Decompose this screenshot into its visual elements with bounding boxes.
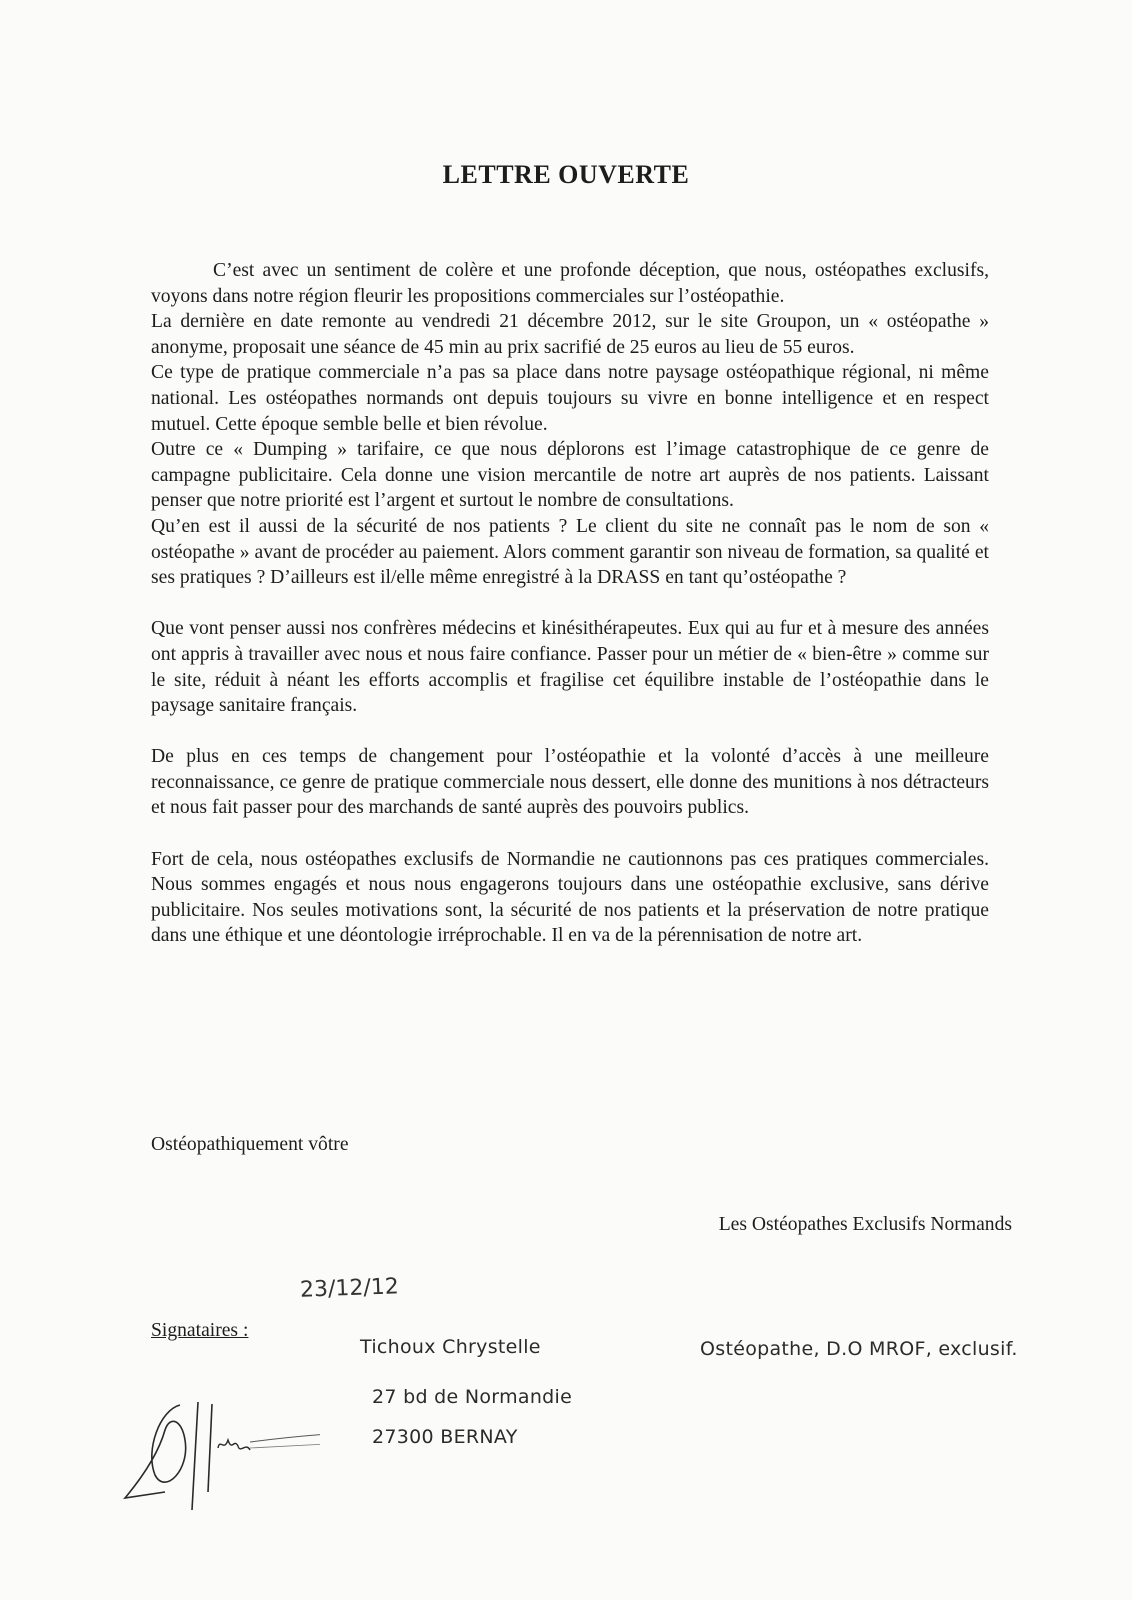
paragraph-5: Qu’en est il aussi de la sécurité de nos patients ? Le client du site ne connaît pas le nom de son « ostéopathe » avant de procéder au paiement. Alors comment garantir son niveau de formation, sa qualité et ses pratiques ? D’ailleurs est il/elle même enregistré à la DRASS en tant qu’ostéopathe ? [151,515,989,589]
signer-address-line2: 27300 BERNAY [372,1426,518,1448]
handwritten-date: 23/12/12 [299,1274,400,1303]
paragraph-2: La dernière en date remonte au vendredi 21 décembre 2012, sur le site Groupon, un « ostéopathe » anonyme, proposait une séance de 45 min au prix sacrifié de 25 euros au lieu de 55 euros. [151,311,989,358]
paragraph-8: Fort de cela, nous ostéopathes exclusifs de Normandie ne cautionnons pas ces pratiques commerciales. Nous sommes engagés et nous nous engagerons toujours dans une ostéopathie exclusive, sans dérive publicitaire. Nos seules motivations sont, la sécurité de nos patients et la préservation de notre pratique dans une éthique et une déontologie irréprochable. Il en va de la pérennisation de notre art. [151,848,989,947]
signatories-label: Signataires : [151,1320,249,1341]
signer-address-line1: 27 bd de Normandie [372,1386,573,1408]
signer-title: Ostéopathe, D.O MROF, exclusif. [700,1338,1018,1360]
handwritten-signature [120,1380,320,1520]
signer-name: Tichoux Chrystelle [360,1336,541,1358]
salutation: Ostéopathiquement vôtre [151,1134,349,1155]
letter-title: LETTRE OUVERTE [442,160,690,189]
paragraph-1: C’est avec un sentiment de colère et une profonde déception, que nous, ostéopathes exclusifs, voyons dans notre région fleurir les propositions commerciales sur l’ostéopathie. [151,260,989,307]
paragraph-7: De plus en ces temps de changement pour l’ostéopathie et la volonté d’accès à une meilleure reconnaissance, ce genre de pratique commerciale nous dessert, elle donne des munitions à nos détracteurs et nous fait passer pour des marchands de santé auprès des pouvoirs publics. [151,746,989,819]
paragraph-3: Ce type de pratique commerciale n’a pas sa place dans notre paysage ostéopathique régional, ni même national. Les ostéopathes normands ont depuis toujours su vivre en bonne intelligence et en respect mutuel. Cette époque semble belle et bien révolue. [151,362,989,435]
paragraph-6: Que vont penser aussi nos confrères médecins et kinésithérapeutes. Eux qui au fur et à mesure des années ont appris à travailler avec nous et nous faire confiance. Passer pour un métier de « bien-être » comme sur le site, réduit à néant les efforts accomplis et fragilise cet équilibre instable de l’ostéopathie dans le paysage sanitaire français. [151,618,989,717]
paragraph-4: Outre ce « Dumping » tarifaire, ce que nous déplorons est l’image catastrophique de ce genre de campagne publicitaire. Cela donne une vision mercantile de notre art auprès de nos patients. Laissant penser que notre priorité est l’argent et surtout le nombre de consultations. [151,439,989,512]
letter-body [151,258,989,949]
organization-signature: Les Ostéopathes Exclusifs Normands [718,1214,1012,1235]
